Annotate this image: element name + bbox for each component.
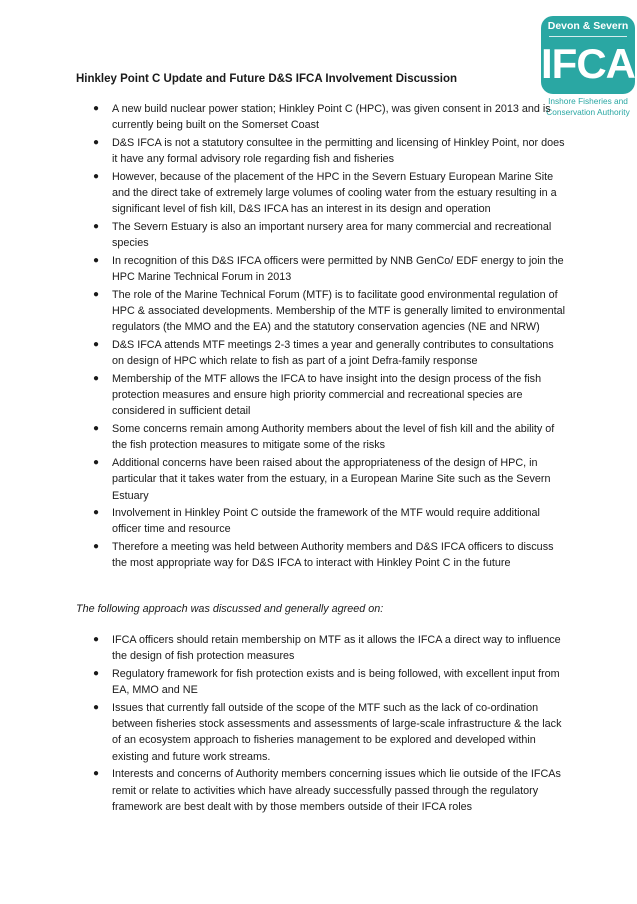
logo-top-text: Devon & Severn (547, 20, 629, 32)
bullet-icon: ● (93, 288, 100, 300)
approach-bullet-list (0, 632, 567, 816)
bullet-icon: ● (93, 634, 100, 645)
bullet-icon: ● (93, 423, 100, 435)
bullet-icon: ● (93, 507, 100, 519)
list-item (0, 539, 567, 572)
list-item-text: D&S IFCA attends MTF meetings 2-3 times a year and generally contributes to consultations on design of HPC which relate to fish as part of a joint Defra-family response (112, 338, 554, 368)
list-item (0, 253, 567, 286)
list-item-text: Involvement in Hinkley Point C outside the framework of the MTF would require additional officer time and resource (112, 507, 540, 536)
list-item-text: Additional concerns have been raised about the appropriateness of the design of HPC, in particular that it takes water from the estuary, in a European Marine Site such as the Severn Estuary (112, 456, 551, 502)
bullet-icon: ● (93, 254, 100, 266)
list-item-text: Membership of the MTF allows the IFCA to have insight into the design process of the fish protection measures and ensure high priority commercial and recreational species are considered in sufficient detail (112, 372, 542, 418)
document-title: Hinkley Point C Update and Future D&S IFCA Involvement Discussion (76, 73, 458, 85)
list-item-text: However, because of the placement of the HPC in the Severn Estuary European Marine Site and the direct take of extremely large volumes of cooling water from the estuary resulting in a significant level of fish kill, D&S IFCA has an interest in its design and operation (112, 170, 557, 216)
bullet-icon: ● (93, 170, 100, 182)
list-item-text: IFCA officers should retain membership on MTF as it allows the IFCA a direct way to influence the design of fish protection measures (112, 634, 561, 663)
list-item-text: In recognition of this D&S IFCA officers were permitted by NNB GenCo/ EDF energy to join the HPC Marine Technical Forum in 2013 (112, 254, 564, 284)
list-item-text: D&S IFCA is not a statutory consultee in the permitting and licensing of Hinkley Point, nor does it have any formal advisory role regarding fish and fisheries (112, 136, 565, 166)
list-item (0, 666, 567, 699)
list-item-text: Issues that currently fall outside of the scope of the MTF such as the lack of co-ordination between fisheries stock assessments and assessments of large-scale infrastructure & the lack of an ecosystem approach to fisheries management to be explored and developed within existing and future work streams. (112, 701, 562, 763)
list-item (0, 371, 567, 420)
list-item (0, 700, 567, 765)
approach-heading: The following approach was discussed and generally agreed on: (76, 603, 384, 615)
list-item (0, 455, 567, 504)
list-item-text: The role of the Marine Technical Forum (MTF) is to facilitate good environmental regulation of HPC & associated developments. Membership of the MTF is generally limited to environmental regulators (the MMO and the EA) and the statutory conservation agencies (NE and NRW) (112, 288, 566, 334)
list-item (0, 766, 567, 815)
list-item (0, 421, 567, 454)
list-item-text: Therefore a meeting was held between Authority members and D&S IFCA officers to discuss the most appropriate way for D&S IFCA to interact with Hinkley Point C in the future (112, 540, 554, 570)
logo-subtitle-line1: Inshore Fisheries and (548, 96, 628, 106)
logo-divider (549, 36, 627, 37)
list-item (0, 101, 567, 134)
bullet-icon: ● (93, 220, 100, 232)
list-item-text: Regulatory framework for fish protection exists and is being followed, with excellent input from EA, MMO and NE (112, 667, 560, 697)
bullet-icon: ● (93, 701, 100, 713)
list-item (0, 505, 567, 538)
list-item-text: The Severn Estuary is also an important nursery area for many commercial and recreational species (112, 220, 552, 250)
logo-badge (541, 16, 635, 94)
bullet-icon: ● (93, 456, 100, 468)
bullet-icon: ● (93, 768, 100, 780)
logo-subtitle-line2: Conservation Authority (546, 107, 630, 117)
list-item (0, 632, 567, 665)
bullet-icon: ● (93, 136, 100, 148)
list-item (0, 135, 567, 168)
bullet-icon: ● (93, 338, 100, 350)
logo-main-text: IFCA (541, 40, 635, 87)
list-item-text: Interests and concerns of Authority members concerning issues which lie outside of the IFCAs remit or relate to activities which have already successfully passed through the regulatory framework are best dealt with by those members outside of their IFCA roles (112, 768, 561, 813)
list-item (0, 169, 567, 218)
list-item (0, 337, 567, 370)
list-item (0, 287, 567, 336)
bullet-icon: ● (93, 667, 100, 679)
update-bullet-list (0, 101, 567, 573)
bullet-icon: ● (93, 540, 100, 552)
list-item-text: A new build nuclear power station; Hinkley Point C (HPC), was given consent in 2013 and is currently being built on the Somerset Coast (112, 103, 551, 132)
bullet-icon: ● (93, 103, 100, 114)
list-item-text: Some concerns remain among Authority members about the level of fish kill and the ability of the fish protection measures to mitigate some of the risks (112, 423, 555, 452)
list-item (0, 219, 567, 252)
bullet-icon: ● (93, 372, 100, 384)
